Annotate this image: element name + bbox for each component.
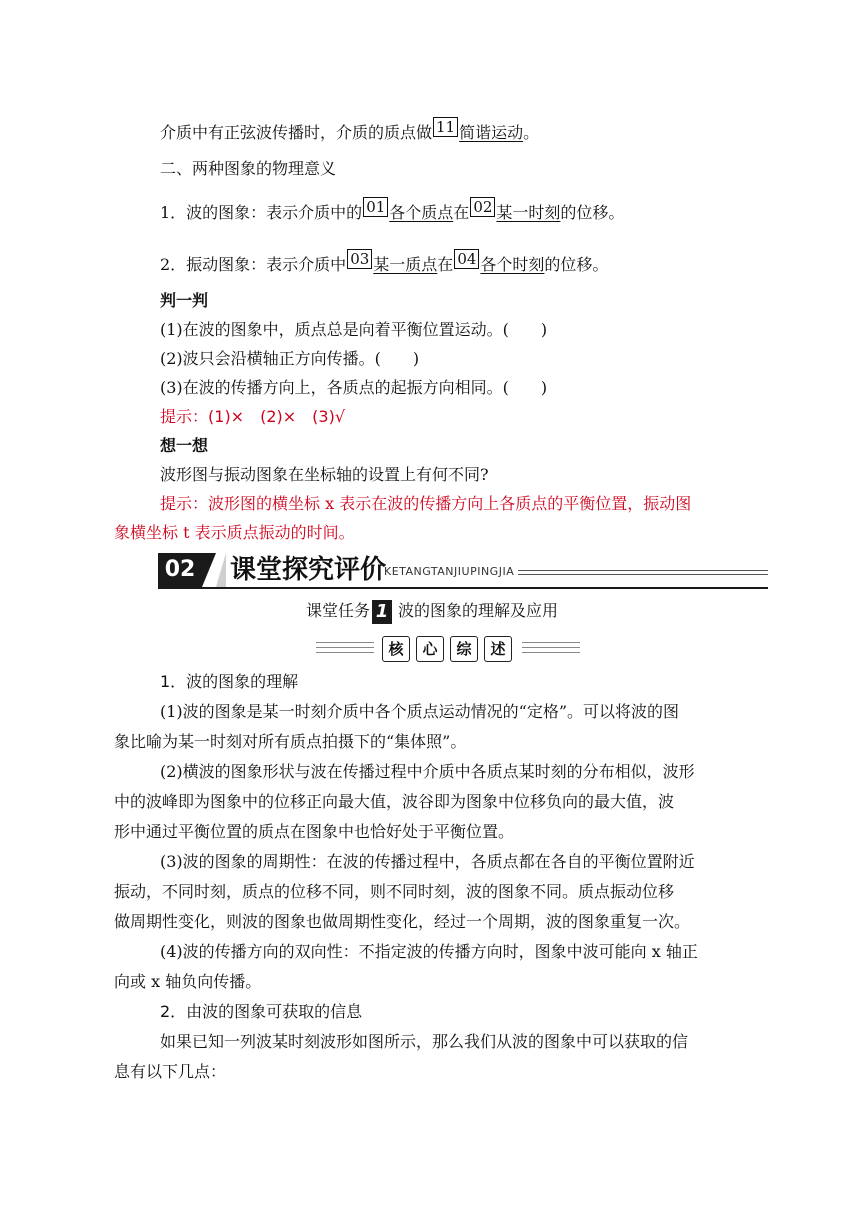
think-question: 波形图与振动图象在坐标轴的设置上有何不同? — [160, 465, 489, 484]
blank-number: 11 — [433, 117, 458, 137]
banner-rule — [518, 570, 768, 571]
definition-text: 在 — [437, 255, 454, 274]
decor-rule — [316, 642, 374, 643]
definition-text: 的位移。 — [544, 255, 609, 274]
body-paragraph: 做周期性变化，则波的图象也做周期性变化，经过一个周期，波的图象重复一次。 — [114, 912, 691, 931]
banner-number: 02 — [158, 553, 202, 587]
decor-rule — [316, 652, 374, 653]
banner-pinyin: KETANGTANJIUPINGJIA — [384, 565, 515, 578]
section-banner — [158, 553, 768, 589]
body-paragraph: 形中通过平衡位置的质点在图象中也恰好处于平衡位置。 — [114, 822, 515, 841]
answer-blank-01 — [362, 198, 454, 222]
body-paragraph: 象比喻为某一时刻对所有质点拍摄下的“集体照”。 — [114, 732, 467, 751]
decor-rule — [522, 652, 580, 653]
core-summary-heading — [316, 634, 580, 664]
decor-rule — [522, 642, 580, 643]
definition-text: 在 — [453, 203, 470, 222]
core-char: 综 — [450, 636, 478, 662]
blank-answer: 各个时刻 — [480, 255, 545, 274]
judge-question-3: (3)在波的传播方向上，各质点的起振方向相同。( ) — [160, 378, 548, 397]
task-badge: 1 — [372, 600, 392, 624]
decor-rule — [316, 647, 374, 648]
banner-rule — [158, 587, 768, 589]
core-char: 核 — [382, 636, 410, 662]
core-char: 心 — [416, 636, 444, 662]
answer-blank-02 — [469, 198, 561, 222]
blank-number: 01 — [363, 197, 388, 217]
definition-text: 的位移。 — [560, 203, 625, 222]
hint-text: 波形图的横坐标 x 表示在波的传播方向上各质点的平衡位置，振动图 — [208, 494, 692, 513]
body-paragraph: (4)波的传播方向的双向性：不指定波的传播方向时，图象中波可能向 x 轴正 — [160, 942, 698, 961]
body-paragraph: 息有以下几点： — [114, 1062, 227, 1081]
body-paragraph: 振动，不同时刻，质点的位移不同，则不同时刻，波的图象不同。质点振动位移 — [114, 882, 675, 901]
body-paragraph: 向或 x 轴负向传播。 — [114, 972, 262, 991]
banner-slash-decoration — [202, 553, 216, 587]
definition-text: 1．波的图象：表示介质中的 — [160, 203, 363, 222]
body-paragraph: 如果已知一列波某时刻波形如图所示，那么我们从波的图象中可以获取的信 — [160, 1032, 689, 1051]
body-heading-1: 1．波的图象的理解 — [160, 672, 299, 691]
body-heading-2: 2．由波的图象可获取的信息 — [160, 1002, 363, 1021]
think-heading: 想一想 — [160, 436, 209, 455]
blank-number: 03 — [347, 249, 372, 269]
blank-answer: 简谐运动 — [459, 123, 524, 142]
judge-heading: 判一判 — [160, 291, 209, 310]
core-char: 述 — [484, 636, 512, 662]
think-hint — [160, 493, 691, 515]
hint-label: 提示： — [160, 494, 209, 513]
vibration-graph-definition — [160, 250, 609, 276]
section-heading-2: 二、两种图象的物理意义 — [160, 159, 337, 178]
blank-answer: 某一时刻 — [496, 203, 561, 222]
judge-question-1: (1)在波的图象中，质点总是向着平衡位置运动。( ) — [160, 320, 548, 339]
blank-answer: 各个质点 — [389, 203, 454, 222]
task-title: 波的图象的理解及应用 — [398, 601, 559, 620]
definition-text: 2．振动图象：表示介质中 — [160, 255, 347, 274]
body-paragraph: 中的波峰即为图象中的位移正向最大值，波谷即为图象中位移负向的最大值，波 — [114, 792, 675, 811]
answer-blank-11 — [432, 118, 524, 142]
blank-number: 02 — [470, 197, 495, 217]
blank-answer: 某一质点 — [373, 255, 438, 274]
think-hint-continued: 象横坐标 t 表示质点振动的时间。 — [114, 523, 355, 542]
judge-question-2: (2)波只会沿横轴正方向传播。( ) — [160, 349, 420, 368]
intro-text-end: 。 — [523, 123, 540, 142]
hint-label: 提示： — [160, 407, 209, 426]
banner-rule — [518, 574, 768, 575]
banner-slash-decoration — [216, 553, 226, 587]
hint-answers: (1)× (2)× (3)√ — [208, 407, 346, 426]
task-prefix: 课堂任务 — [306, 601, 371, 620]
task-heading — [306, 596, 558, 626]
answer-blank-04 — [453, 250, 545, 274]
judge-hint — [160, 406, 345, 428]
body-paragraph: (2)横波的图象形状与波在传播过程中介质中各质点某时刻的分布相似，波形 — [160, 762, 695, 781]
banner-title: 课堂探究评价 — [230, 555, 387, 585]
body-paragraph: (3)波的图象的周期性：在波的传播过程中，各质点都在各自的平衡位置附近 — [160, 852, 695, 871]
intro-paragraph — [160, 118, 540, 144]
blank-number: 04 — [454, 249, 479, 269]
answer-blank-03 — [346, 250, 438, 274]
wave-graph-definition — [160, 198, 625, 224]
intro-text: 介质中有正弦波传播时，介质的质点做 — [160, 123, 433, 142]
body-paragraph: (1)波的图象是某一时刻介质中各个质点运动情况的“定格”。可以将波的图 — [160, 702, 680, 721]
decor-rule — [522, 647, 580, 648]
